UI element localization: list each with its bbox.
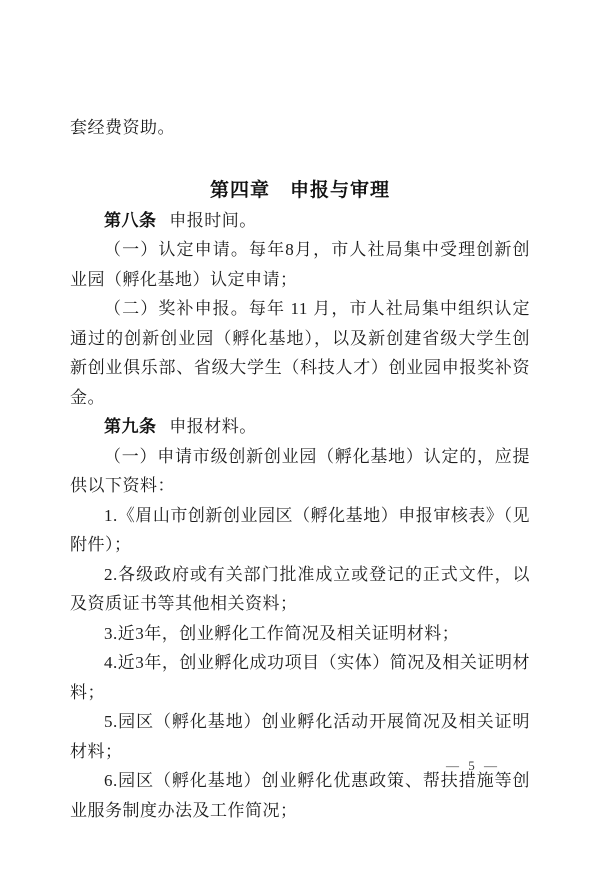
article-9-intro: （一）申请市级创新创业园（孵化基地）认定的，应提供以下资料： (70, 446, 530, 495)
article-9-material-item-1: 1.《眉山市创新创业园区（孵化基地）申报审核表》（见附件）； (70, 505, 530, 554)
article-9-material-item-6: 6.园区（孵化基地）创业孵化优惠政策、帮扶措施等创业服务制度办法及工作简况； (70, 771, 530, 820)
paragraph-continuation: 套经费资助。 (70, 118, 175, 137)
article-9-material-item-4: 4.近3年，创业孵化成功项目（实体）简况及相关证明材料； (70, 653, 530, 702)
article-8-title: 申报时间。 (169, 210, 257, 230)
article-8-item-2: （二）奖补申报。每年 11 月，市人社局集中组织认定通过的创新创业园（孵化基地），以及新创建省级大学生创新创业俱乐部、省级大学生（科技人才）创业园申报奖补资金。 (70, 299, 530, 407)
article-8-heading (70, 206, 530, 236)
article-9-material-item-2: 2.各级政府或有关部门批准成立或登记的正式文件，以及资质证书等其他相关资料； (70, 564, 530, 613)
chapter-heading: 第四章 申报与审理 (209, 179, 390, 201)
article-9-heading (70, 412, 530, 442)
article-9-material-item-3: 3.近3年，创业孵化工作简况及相关证明材料； (104, 623, 460, 643)
page-number: — 5 — (446, 758, 500, 773)
article-9-label: 第九条 (104, 417, 157, 436)
article-9-title: 申报材料。 (169, 417, 257, 436)
article-9-material-item-5: 5.园区（孵化基地）创业孵化活动开展简况及相关证明材料； (70, 712, 530, 761)
article-8-item-1: （一）认定申请。每年8月，市人社局集中受理创新创业园（孵化基地）认定申请； (70, 240, 530, 289)
article-8-label: 第八条 (104, 210, 157, 230)
